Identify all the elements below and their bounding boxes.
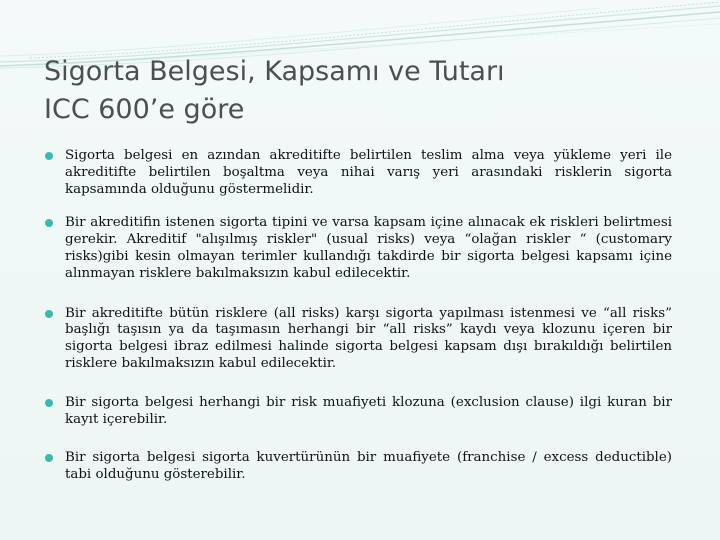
bullet-item xyxy=(44,395,672,429)
bullet-dot-icon xyxy=(45,219,53,227)
slide-title xyxy=(44,53,684,129)
bullet-text: Bir sigorta belgesi herhangi bir risk muafiyeti klozuna (exclusion clause) ilgi kuran bir kayıt içerebilir. xyxy=(65,394,672,427)
title-line-2: ICC 600’e göre xyxy=(44,94,245,125)
bullet-dot-icon xyxy=(45,310,53,318)
bullet-text: Bir akreditifin istenen sigorta tipini ve varsa kapsam içine alınacak ek riskleri belirtmesi gerekir. Akreditif "alışılmış riskler" (usual risks) veya “olağan riskler “ (customary risks)gibi kesin olmayan terimler kullandığı takdirde bir sigorta belgesi kapsamı içine alınmayan risklere bakılmaksızın kabul edilecektir. xyxy=(65,215,672,281)
bullet-item xyxy=(44,215,672,282)
bullet-text: Sigorta belgesi en azından akreditifte belirtilen teslim alma veya yükleme yeri ile akreditifte belirtilen boşaltma veya nihai varış yeri arasındaki risklerin sigorta kapsamında olduğunu göstermelidir. xyxy=(65,148,672,197)
bullet-text: Bir sigorta belgesi sigorta kuvertürünün bir muafiyete (franchise / excess deductible) tabi olduğunu gösterebilir. xyxy=(65,450,672,483)
bullet-dot-icon xyxy=(45,399,53,407)
title-line-1: Sigorta Belgesi, Kapsamı ve Tutarı xyxy=(44,56,505,87)
bullet-item xyxy=(44,450,672,484)
bullet-list xyxy=(44,148,672,484)
bullet-item xyxy=(44,148,672,198)
bullet-dot-icon xyxy=(45,454,53,462)
bullet-item xyxy=(44,306,672,373)
bullet-text: Bir akreditifte bütün risklere (all risks) karşı sigorta yapılması istenmesi ve “all risks” başlığı taşısın ya da taşımasın herhangi bir “all risks” kaydı veya klozunu içeren bir sigorta belgesi ibraz edilmesi halinde sigorta belgesi kapsam dışı bırakıldığı belirtilen risklere bakılmaksızın kabul edilecektir. xyxy=(65,305,672,371)
bullet-dot-icon xyxy=(45,152,53,160)
